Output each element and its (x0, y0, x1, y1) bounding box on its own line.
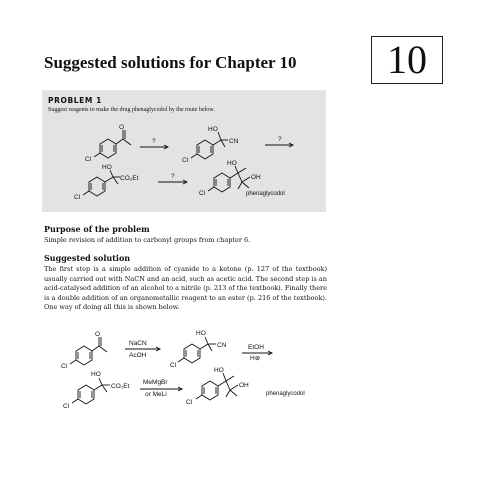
purpose-text: Simple revision of addition to carbonyl groups from chapter 6. (44, 236, 251, 244)
problem-text: Suggest reagents to make the drug phenaglycodol by the route below. (48, 107, 215, 113)
solution-scheme-o: O (95, 331, 101, 338)
chapter-number: 10 (387, 37, 427, 82)
solution-scheme-ho: HO (214, 367, 224, 374)
solution-scheme-oh: OH (239, 382, 249, 389)
solution-scheme-product-name: phenaglycodol (266, 391, 305, 397)
solution-scheme-cl: Cl (63, 403, 70, 410)
reagent-memgbr: MeMgBr (143, 379, 168, 386)
purpose-heading: Purpose of the problem (44, 224, 150, 234)
problem-scheme-q3: ? (171, 173, 175, 180)
reagent-meli: or MeLi (145, 391, 167, 398)
problem-scheme-o: O (119, 124, 125, 131)
solution-scheme-ho: HO (91, 371, 101, 378)
problem-scheme-cn: CN (229, 138, 239, 145)
solution-scheme-ho: HO (196, 330, 206, 337)
problem-label: PROBLEM 1 (48, 96, 102, 105)
problem-scheme-cl: Cl (199, 190, 206, 197)
solution-scheme-cn: CN (217, 342, 227, 349)
reagent-nacn: NaCN (129, 340, 147, 347)
solution-scheme-cl: Cl (170, 362, 177, 369)
problem-scheme-ho: HO (102, 164, 112, 171)
problem-scheme-cl: Cl (74, 194, 81, 201)
reagent-acoh: AcOH (129, 352, 147, 359)
solution-scheme-cl: Cl (186, 399, 193, 406)
problem-scheme-co2et: CO₂Et (120, 175, 139, 182)
problem-scheme-product-name: phenaglycodol (246, 191, 285, 197)
solution-heading: Suggested solution (44, 253, 131, 263)
problem-scheme-ho: HO (227, 160, 237, 167)
problem-scheme-cl: Cl (85, 156, 92, 163)
problem-scheme-oh: OH (251, 174, 261, 181)
solution-text: The first step is a simple addition of cyanide to a ketone (p. 127 of the textbook) usually carried out with NaCN and an acid, such as acetic acid. The second step is an acid-catalysed addition of an alcohol to a nitrile (p. 213 of the textbook). Finally there is a double addition of an organometallic reagent to an ester (p. 216 of the textbook). One way of doing all this is shown below. (44, 265, 327, 312)
solution-scheme-co2et: CO₂Et (111, 383, 130, 390)
problem-scheme-cl: Cl (182, 157, 189, 164)
problem-scheme-q1: ? (152, 138, 156, 145)
solution-scheme-cl: Cl (61, 363, 68, 370)
chapter-title: Suggested solutions for Chapter 10 (44, 53, 297, 72)
reagent-etoh: EtOH (248, 344, 264, 351)
reagent-acid: H⊕ (250, 355, 261, 362)
problem-scheme-ho: HO (208, 126, 218, 133)
problem-scheme-q2: ? (278, 136, 282, 143)
